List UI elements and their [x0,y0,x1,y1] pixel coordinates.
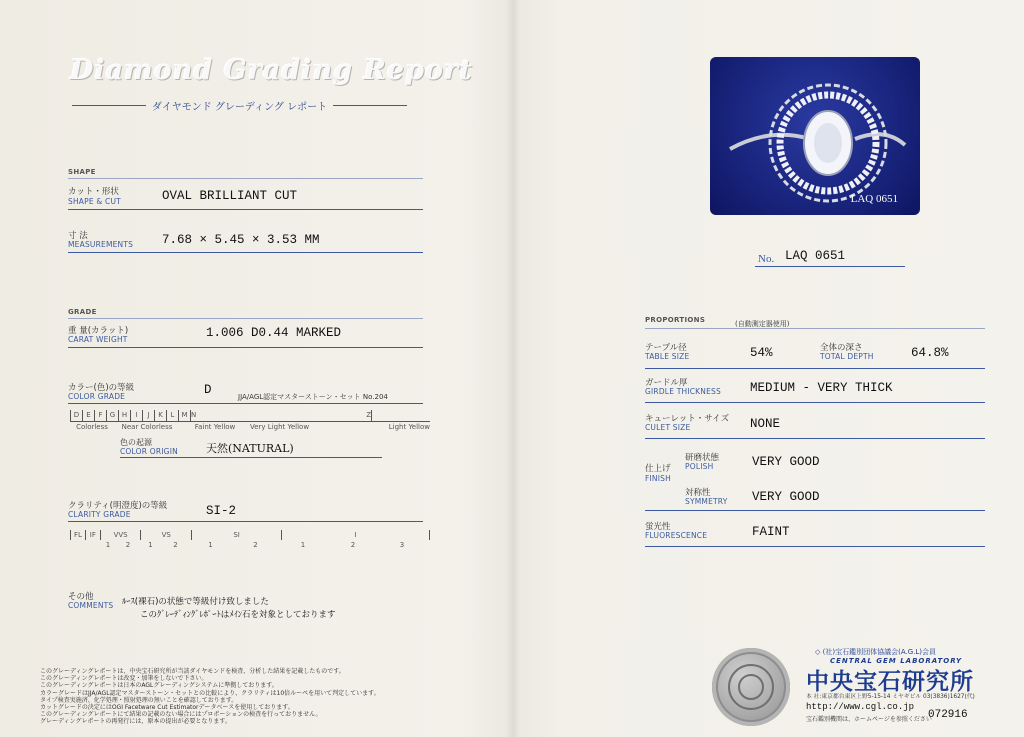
comment-line-2: このｸﾞﾚｰﾃﾞｨﾝｸﾞﾚﾎﾟｰﾄはﾒｲﾝ石を対象としております [140,610,336,620]
color-value: D [204,383,212,397]
master-stone-note: JJA/AGL認定マスターストーン・セット No.204 [238,393,388,401]
report-no-label: No. [758,253,775,265]
culet-label-en: CULET SIZE [645,423,691,432]
scale-letter: L [167,410,179,421]
finish-label-en: FINISH [645,474,671,483]
clarity-scale [70,530,430,550]
fluorescence-label-en: FLUORESCENCE [645,531,708,540]
photo-code: LAQ 0651 [850,193,898,205]
scale-group: Colorless [76,423,108,431]
clarity-label-jp: クラリティ(明澄度)の等級 [68,501,168,511]
divider [645,328,985,329]
culet-value: NONE [750,417,781,431]
culet-row [645,410,985,439]
footnote: このグレーディングレポートにて結果の記載のない場合にはプロポーションの検査を行っておりません。 [40,711,322,719]
clarity-num: 1 [300,541,306,549]
clarity-num: 2 [253,541,258,549]
clarity-num: 1 [105,541,111,549]
divider [68,347,423,348]
origin-label-en: COLOR ORIGIN [120,447,178,456]
polish-label-en: POLISH [685,462,714,471]
scale-group: Light Yellow [388,423,430,431]
clarity-step: SI [192,530,282,540]
diamond-icon: ◇ [815,648,821,656]
clarity-step: VVS [101,530,142,540]
clarity-num: 3 [399,541,405,549]
clarity-label-en: CLARITY GRADE [68,510,131,519]
color-label-jp: カラー(色)の等級 [68,383,135,393]
measurements-label-en: MEASUREMENTS [68,240,134,249]
report-title: Diamond Grading Report [70,55,473,86]
lab-seal [712,648,790,726]
comments-label-jp: その他 [68,592,94,602]
girdle-value: MEDIUM - VERY THICK [750,381,893,395]
shape-section-heading: SHAPE [68,168,96,176]
scale-letter: J [143,410,155,421]
scale-group: Very Light Yellow [250,423,310,431]
scale-letter: I [131,410,143,421]
color-label-en: COLOR GRADE [68,392,126,401]
shape-value: OVAL BRILLIANT CUT [162,189,298,203]
table-depth-row [645,338,985,369]
depth-label-en: TOTAL DEPTH [820,352,874,361]
divider [68,318,423,319]
fluorescence-row [645,518,985,547]
footnote: このグレーディングレポートは日本のAGLグレーディングシステムに準拠しております。 [40,682,278,690]
clarity-value: SI-2 [206,504,237,518]
grade-section-heading: GRADE [68,308,97,316]
divider [333,105,407,106]
lab-association-text: (社)宝石鑑別団体協議会(A.G.L)会員 [822,648,936,656]
symmetry-label-en: SYMMETRY [685,497,728,506]
footnote: このグレーディングレポートは、中央宝石研究所が当該ダイヤモンドを検査、分析した結果を記載したものです。 [40,668,345,675]
divider [68,403,423,404]
depth-value: 64.8% [911,346,949,360]
origin-value: 天然(NATURAL) [206,442,294,455]
clarity-step: IF [86,530,101,540]
fluorescence-label-jp: 蛍光性 [645,522,671,532]
seal-emblem [712,648,790,726]
divider [68,252,423,253]
depth-label-jp: 全体の深さ [820,343,863,353]
measurements-label-jp: 寸 法 [68,231,88,241]
carat-label-en: CARAT WEIGHT [68,335,128,344]
serial-number: 072916 [928,709,968,721]
divider [68,209,423,210]
fluorescence-value: FAINT [752,525,790,539]
report-no-value: LAQ 0651 [785,249,846,263]
color-scale [70,410,430,432]
girdle-row [645,374,985,403]
origin-label-jp: 色の起源 [120,438,152,447]
table-value: 54% [750,346,773,360]
scale-letter: Z [351,410,372,421]
lab-address: 本 社:東京都台東区上野5-15-14 ミヤギビル 03(3836)1627(代) [806,694,975,700]
clarity-num: 1 [208,541,213,549]
center-fold [506,0,520,737]
culet-label-jp: キューレット・サイズ [645,414,730,424]
clarity-num: 1 [148,541,153,549]
table-label-jp: テーブル径 [645,343,687,353]
carat-value: 1.006 D0.44 MARKED [206,326,342,340]
clarity-step: I [282,530,430,540]
scale-letter: M [179,410,191,421]
scale-letter: G [107,410,119,421]
girdle-label-en: GIRDLE THICKNESS [645,387,721,396]
divider [68,521,423,522]
subtitle-text: ダイヤモンド グレーディング レポート [151,102,328,113]
proportions-section-heading: PROPORTIONS [645,316,706,324]
clarity-step: FL [71,530,86,540]
scale-letter: E [83,410,95,421]
lab-name-jp: 中央宝石研究所 [806,669,974,695]
footnote: このグレーディングレポートは改変・加筆をしないで下さい。 [40,675,208,683]
lab-name-en: CENTRAL GEM LABORATORY [830,657,963,665]
divider [120,457,382,458]
footnote: グレーディングレポートの再発行には、原本の提出が必要となります。 [40,718,231,726]
footnote: カットグレードの決定にはOGI Facetware Cut Estimatorデータベースを使用しております。 [40,704,294,712]
comments-label-en: COMMENTS [68,601,114,610]
polish-value: VERY GOOD [752,455,820,469]
divider [72,105,146,106]
symmetry-value: VERY GOOD [752,490,820,504]
finish-label-jp: 仕上げ [645,464,671,474]
measurements-value: 7.68 × 5.45 × 3.53 MM [162,233,320,247]
lab-url-note: 宝石鑑別機関は、ホームページを参照ください [806,716,932,723]
clarity-num: 2 [125,541,131,549]
footnote: タイプ検査実施済、化学処理・照射処理の無いことを確認しております。 [40,696,238,704]
scale-group: Near Colorless [121,423,173,431]
table-label-en: TABLE SIZE [645,352,690,361]
divider [68,178,423,179]
polish-label-jp: 研磨状態 [685,453,720,463]
clarity-num: 2 [173,541,178,549]
divider [755,266,905,267]
carat-label-jp: 重 量(カラット) [68,326,129,336]
girdle-label-jp: ガードル厚 [645,378,688,388]
clarity-step: VS [141,530,192,540]
scale-letter: H [119,410,131,421]
shape-label-jp: カット・形状 [68,187,119,197]
scale-letter: D [71,410,83,421]
scale-letter: N [191,411,197,419]
footnote: カラーグレードはJJA/AGL認定マスターストーン・セットとの比較により、クラリティは10倍ルーペを用いて判定しています。 [40,689,380,697]
scale-letter: F [95,410,107,421]
lab-association [815,647,936,657]
proportions-note: (自動測定器使用) [735,320,790,328]
symmetry-label-jp: 対称性 [685,488,711,498]
report-subtitle [72,98,407,113]
footnotes [40,668,460,726]
scale-group: Faint Yellow [194,423,236,431]
shape-label-en: SHAPE & CUT [68,197,121,206]
diamond-ring-photo [710,57,920,215]
comment-line-1: ﾙｰｽ(裸石)の状態で等級付け致しました [122,597,269,607]
scale-letter: K [155,410,167,421]
finish-row [645,448,985,511]
ring-illustration [710,57,920,215]
lab-url: http://www.cgl.co.jp [806,702,915,712]
clarity-num: 2 [350,541,356,549]
